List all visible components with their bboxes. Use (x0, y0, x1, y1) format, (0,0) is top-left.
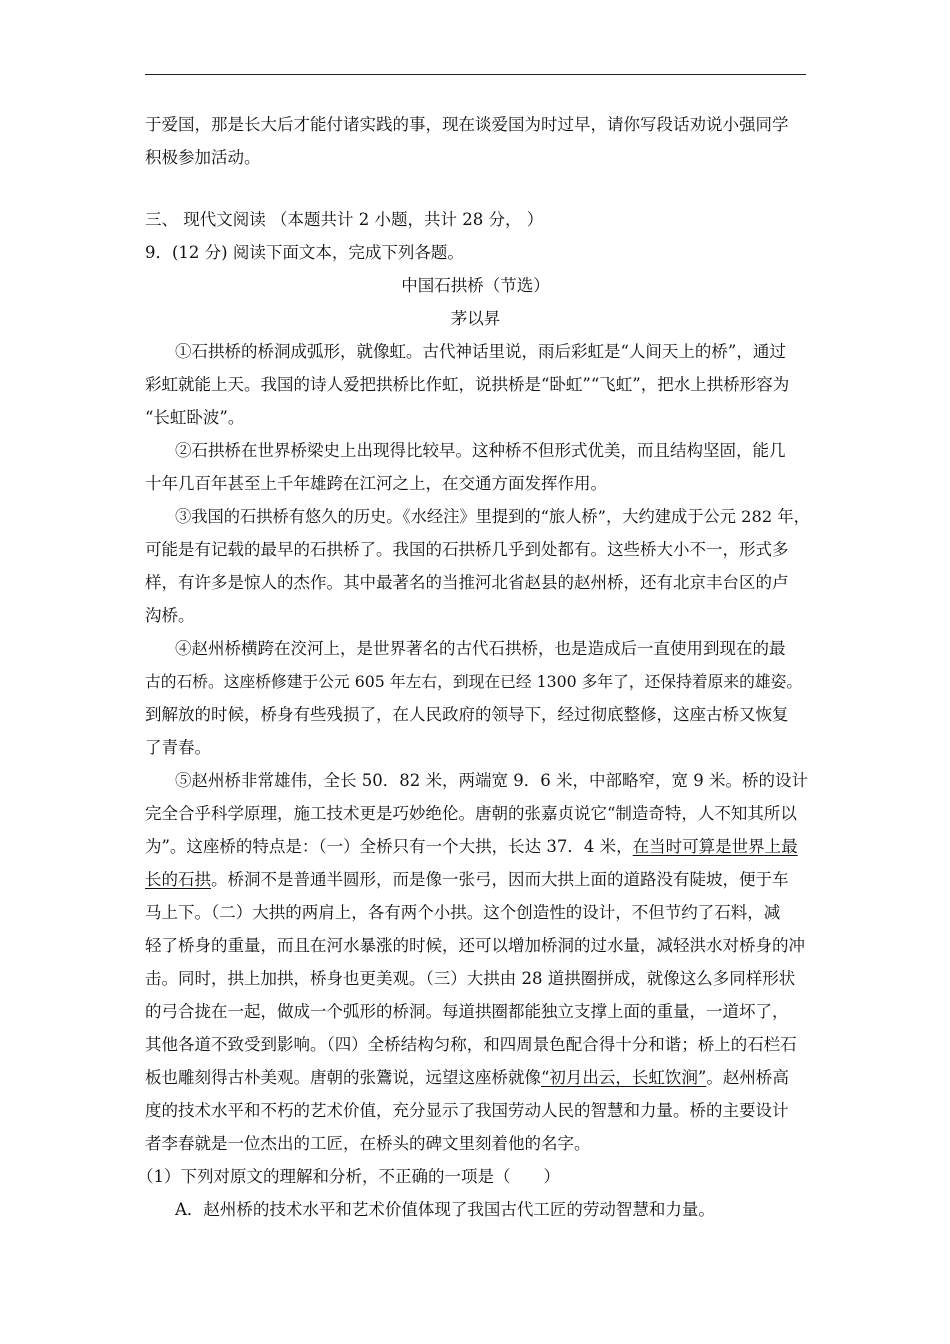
paragraph-line: ⑤赵州桥非常雄伟，全长 50．82 米，两端宽 9．6 米，中部略窄，宽 9 米。桥的设计 (175, 771, 808, 790)
paragraph-line: 击。同时，拱上加拱，桥身也更美观。（三）大拱由 28 道拱圈拼成，就像这么多同样形状 (145, 969, 796, 988)
option-a: A．赵州桥的技术水平和艺术价值体现了我国古代工匠的劳动智慧和力量。 (175, 1200, 715, 1219)
paragraph-line: 其他各道不致受到影响。（四）全桥结构匀称，和四周景色配合得十分和谐；桥上的石栏石 (145, 1035, 797, 1054)
paragraph-line: ①石拱桥的桥洞成弧形，就像虹。古代神话里说，雨后彩虹是“人间天上的桥”，通过 (175, 342, 786, 361)
prev-text-line: 于爱国，那是长大后才能付诸实践的事，现在谈爱国为时过早，请你写段话劝说小强同学 (145, 115, 789, 134)
paragraph-line: 者李春就是一位杰出的工匠，在桥头的碑文里刻着他的名字。 (145, 1134, 591, 1153)
paragraph-line (145, 836, 798, 858)
paragraph-line: 可能是有记载的最早的石拱桥了。我国的石拱桥几乎到处都有。这些桥大小不一，形式多 (145, 540, 789, 559)
paragraph-line: 彩虹就能上天。我国的诗人爱把拱桥比作虹，说拱桥是“卧虹”“飞虹”，把水上拱桥形容为 (145, 375, 790, 394)
question-heading: 9．(12 分) 阅读下面文本，完成下列各题。 (145, 243, 464, 262)
paragraph-line: ②石拱桥在世界桥梁史上出现得比较早。这种桥不但形式优美，而且结构坚固，能几 (175, 441, 786, 460)
sub-question: （1）下列对原文的理解和分析，不正确的一项是（ ） (137, 1167, 560, 1186)
paragraph-line: 古的石桥。这座桥修建于公元 605 年左右，到现在已经 1300 多年了，还保持着原来的雄姿。 (145, 672, 803, 691)
paragraph-line: ③我国的石拱桥有悠久的历史。《水经注》里提到的“旅人桥”，大约建成于公元 282 年， (175, 507, 810, 526)
paragraph-line (145, 869, 789, 891)
underlined-text: “初月出云，长虹饮涧” (541, 1068, 707, 1087)
paragraph-line: 的弓合拢在一起，做成一个弧形的桥洞。每道拱圈都能独立支撑上面的重量，一道坏了， (145, 1002, 789, 1021)
text-run: 为”。这座桥的特点是：（一）全桥只有一个大拱，长达 37．4 米， (145, 837, 633, 856)
paragraph-line: 了青春。 (145, 738, 211, 757)
underlined-text: 长的石拱 (145, 870, 211, 889)
prev-text-line: 积极参加活动。 (145, 148, 261, 167)
underlined-text: 在当时可算是世界上最 (632, 837, 798, 856)
paragraph-line: 到解放的时候，桥身有些残损了，在人民政府的领导下，经过彻底整修，这座古桥又恢复 (145, 705, 789, 724)
header-rule (145, 74, 806, 75)
paragraph-line: 十年几百年甚至上千年雄跨在江河之上，在交通方面发挥作用。 (145, 474, 607, 493)
paragraph-line (145, 1067, 789, 1089)
paragraph-line: 度的技术水平和不朽的艺术价值，充分显示了我国劳动人民的智慧和力量。桥的主要设计 (145, 1101, 789, 1120)
text-run: 。桥洞不是普通半圆形，而是像一张弓，因而大拱上面的道路没有陡坡，便于车 (211, 870, 789, 889)
text-run: 。赵州桥高 (706, 1068, 789, 1087)
text-run: 板也雕刻得古朴美观。唐朝的张鷟说，远望这座桥就像 (145, 1068, 541, 1087)
section-heading: 三、 现代文阅读 （本题共计 2 小题，共计 28 分， ） (145, 210, 544, 229)
paragraph-line: 马上下。（二）大拱的两肩上，各有两个小拱。这个创造性的设计，不但节约了石料，减 (145, 903, 781, 922)
paragraph-line: 沟桥。 (145, 606, 195, 625)
paragraph-line: 样，有许多是惊人的杰作。其中最著名的当推河北省赵县的赵州桥，还有北京丰台区的卢 (145, 573, 789, 592)
paragraph-line: 完全合乎科学原理，施工技术更是巧妙绝伦。唐朝的张嘉贞说它“制造奇特，人不知其所以 (145, 804, 797, 823)
paragraph-line: 轻了桥身的重量，而且在河水暴涨的时候，还可以增加桥洞的过水量，减轻洪水对桥身的冲 (145, 936, 805, 955)
paragraph-line: ④赵州桥横跨在洨河上，是世界著名的古代石拱桥，也是造成后一直使用到现在的最 (175, 639, 786, 658)
paragraph-line: “长虹卧波”。 (145, 408, 245, 427)
article-title: 中国石拱桥（节选） (401, 276, 550, 295)
article-author: 茅以昇 (450, 309, 501, 328)
